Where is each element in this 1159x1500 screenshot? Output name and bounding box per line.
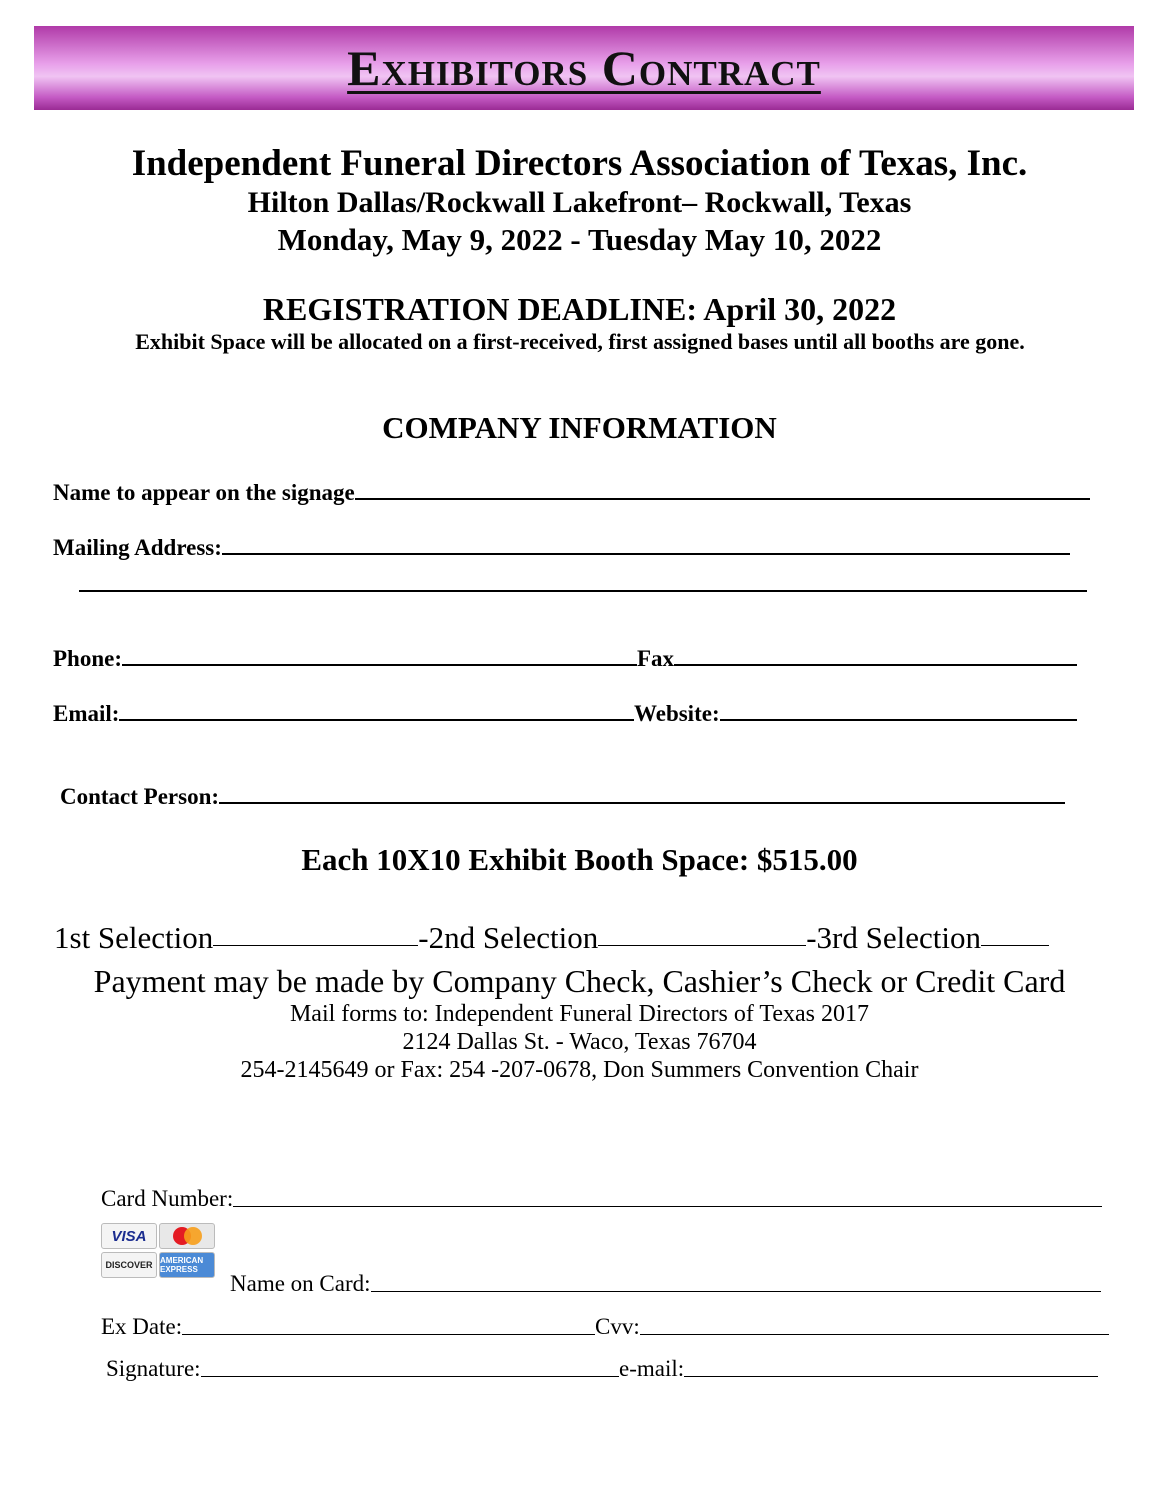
card-number-line[interactable] xyxy=(233,1206,1102,1207)
mailing-address-label: Mailing Address: xyxy=(53,535,222,560)
booth-selections[interactable] xyxy=(54,920,1100,956)
venue: Hilton Dallas/Rockwall Lakefront– Rockwall, Texas xyxy=(247,186,912,219)
phone-label: Phone: xyxy=(53,646,122,671)
first-selection-line[interactable] xyxy=(213,945,418,946)
website-line[interactable] xyxy=(720,719,1077,721)
ex-date-label: Ex Date: xyxy=(101,1314,183,1339)
registration-deadline: REGISTRATION DEADLINE: April 30, 2022 xyxy=(262,291,897,327)
card-number-label: Card Number: xyxy=(101,1186,234,1211)
discover-logo: DISCOVER xyxy=(101,1252,157,1278)
signage-field[interactable] xyxy=(53,480,1090,506)
ex-date-field[interactable] xyxy=(101,1314,595,1340)
phone-line[interactable] xyxy=(122,664,637,666)
company-info-heading: COMPANY INFORMATION xyxy=(382,410,777,445)
contact-person-label: Contact Person: xyxy=(60,784,220,809)
fax-line[interactable] xyxy=(674,664,1077,666)
cvv-label: Cvv: xyxy=(595,1314,640,1339)
contact-person-field[interactable] xyxy=(60,784,1065,810)
card-number-field[interactable] xyxy=(101,1186,1102,1212)
payment-methods: Payment may be made by Company Check, Cashier’s Check or Credit Card xyxy=(93,963,1066,999)
card-email-line[interactable] xyxy=(684,1376,1098,1377)
allocation-note: Exhibit Space will be allocated on a first-received, first assigned bases until all booths are gone. xyxy=(135,329,1025,354)
cvv-line[interactable] xyxy=(640,1334,1109,1335)
booth-price: Each 10X10 Exhibit Booth Space: $515.00 xyxy=(301,842,858,877)
email-line[interactable] xyxy=(119,719,634,721)
website-field[interactable] xyxy=(634,701,1077,727)
mail-line-1: Mail forms to: Independent Funeral Directors of Texas 2017 xyxy=(289,1001,870,1027)
card-email-label: e-mail: xyxy=(619,1356,685,1381)
email-field[interactable] xyxy=(53,701,634,727)
signature-label: Signature: xyxy=(106,1356,201,1381)
visa-logo: VISA xyxy=(101,1223,157,1249)
second-selection-line[interactable] xyxy=(598,945,806,946)
mastercard-logo xyxy=(159,1223,215,1249)
organization-name: Independent Funeral Directors Association of Texas, Inc. xyxy=(131,143,1028,184)
ex-date-line[interactable] xyxy=(182,1334,595,1335)
mailing-address-line[interactable] xyxy=(222,553,1070,555)
website-label: Website: xyxy=(634,701,720,726)
third-selection-label: -3rd Selection xyxy=(806,920,981,955)
mailing-address-field[interactable] xyxy=(53,535,1070,561)
name-on-card-label: Name on Card: xyxy=(230,1271,371,1296)
signature-field[interactable] xyxy=(106,1356,619,1382)
event-dates: Monday, May 9, 2022 - Tuesday May 10, 2022 xyxy=(277,222,882,257)
page-title: Exhibitors Contract xyxy=(347,40,821,96)
amex-logo: AMERICAN EXPRESS xyxy=(159,1252,215,1278)
card-email-field[interactable] xyxy=(619,1356,1098,1382)
first-selection-label: 1st Selection xyxy=(54,920,214,955)
cvv-field[interactable] xyxy=(595,1314,1109,1340)
name-on-card-line[interactable] xyxy=(371,1291,1101,1292)
signature-line[interactable] xyxy=(201,1376,619,1377)
mailing-address-line2[interactable] xyxy=(79,590,1087,592)
email-label: Email: xyxy=(53,701,120,726)
mail-line-3: 254-2145649 or Fax: 254 -207-0678, Don Summers Convention Chair xyxy=(240,1057,919,1083)
name-on-card-field[interactable] xyxy=(230,1271,1101,1297)
mail-line-2: 2124 Dallas St. - Waco, Texas 76704 xyxy=(402,1029,757,1055)
fax-field[interactable] xyxy=(637,646,1077,672)
signage-label: Name to appear on the signage xyxy=(53,480,355,505)
signage-line[interactable] xyxy=(355,498,1090,500)
contact-person-line[interactable] xyxy=(219,802,1065,804)
title-banner xyxy=(34,26,1134,110)
second-selection-label: -2nd Selection xyxy=(418,920,599,955)
fax-label: Fax xyxy=(637,646,675,671)
phone-field[interactable] xyxy=(53,646,637,672)
third-selection-line[interactable] xyxy=(981,945,1049,946)
mailing-address-line-2[interactable] xyxy=(79,590,1087,598)
